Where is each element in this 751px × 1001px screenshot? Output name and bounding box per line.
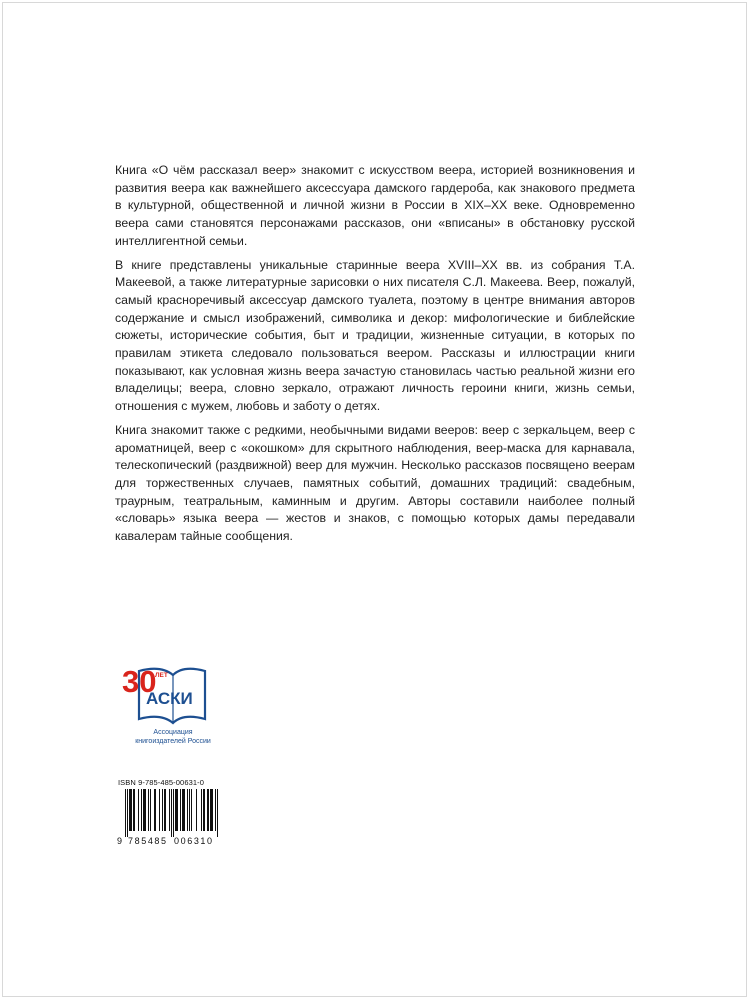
barcode-bar bbox=[212, 789, 213, 831]
barcode-bar bbox=[144, 789, 145, 831]
annotation-paragraph-2: В книге представлены уникальные старинные веера XVIII–XX вв. из собрания Т.А. Макеевой, а также литературные зарисовки о них писателя С.Л. Макеева. Веер, пожалуй, самый красноречивый аксессуар дамского туалета, поэтому в центре внимания авторов содержание и смысл изображений, символика и декор: мифологические и библейские сюжеты, исторические события, быт и традиции, жизненные ситуации, в которых по правилам этикета следовало пользоваться веером. Рассказы и иллюстрации книги показывают, как условная жизнь веера зачастую становилась частью реальной жизни его владелицы; веера, словно зеркало, отражают личность героини книги, жизнь семьи, отношения с мужем, любовь и заботу о детях. bbox=[115, 257, 635, 414]
barcode-bar bbox=[159, 789, 160, 831]
barcode-digits bbox=[117, 836, 237, 848]
anniversary-number: 30 bbox=[122, 664, 157, 699]
aski-emblem-icon bbox=[117, 657, 217, 747]
barcode-bar bbox=[215, 789, 216, 831]
barcode-bar bbox=[131, 789, 132, 831]
barcode-bar bbox=[173, 789, 174, 837]
barcode-digit-first: 9 bbox=[117, 836, 123, 846]
barcode-digits-left: 785485 bbox=[128, 836, 168, 846]
barcode-digits-right: 006310 bbox=[174, 836, 214, 846]
barcode-bar bbox=[184, 789, 185, 831]
book-annotation bbox=[115, 162, 635, 546]
barcode-bar bbox=[145, 789, 146, 831]
barcode-bar bbox=[155, 789, 156, 831]
isbn-label: ISBN 9-785-485-00631-0 bbox=[118, 778, 205, 787]
barcode-bar bbox=[148, 789, 149, 831]
barcode-bar bbox=[169, 789, 170, 831]
barcode-bar bbox=[203, 789, 204, 831]
barcode-bar bbox=[201, 789, 202, 831]
logo-acronym: АСКИ bbox=[146, 689, 193, 708]
barcode-bar bbox=[217, 789, 218, 837]
barcode-bar bbox=[180, 789, 181, 831]
barcode-bar bbox=[204, 789, 205, 831]
barcode-bar bbox=[138, 789, 139, 831]
isbn-block bbox=[117, 778, 237, 848]
barcode-bar bbox=[183, 789, 184, 831]
barcode-bar bbox=[164, 789, 165, 831]
barcode-bar bbox=[127, 789, 128, 837]
barcode-bar bbox=[133, 789, 134, 831]
barcode-bar bbox=[175, 789, 176, 831]
barcode-bar bbox=[207, 789, 208, 831]
barcode-bar bbox=[143, 789, 144, 831]
barcode-bar bbox=[129, 789, 130, 831]
barcode-bar bbox=[141, 789, 142, 831]
annotation-paragraph-3: Книга знакомит также с редкими, необычными видами вееров: веер с зеркальцем, веер с ароматницей, веер с «окошком» для скрытного наблюдения, веер-маска для карнавала, телескопический (раздвижной) веер для мужчин. Несколько рассказов посвящено веерам для торжественных случаев, памятных событий, домашних традиций: свадебным, траурным, театральным, каминным и другим. Авторы составили наиболее полный «словарь» языка веера — жестов и знаков, с помощью которых дамы передавали кавалерам тайные сообщения. bbox=[115, 422, 635, 544]
barcode-bar bbox=[165, 789, 166, 831]
barcode-bar bbox=[150, 789, 151, 831]
barcode-bar bbox=[189, 789, 190, 831]
barcode-bar bbox=[208, 789, 209, 831]
barcode-bar bbox=[187, 789, 188, 831]
aski-logo bbox=[117, 657, 217, 747]
barcode-bar bbox=[125, 789, 126, 837]
barcode-bar bbox=[191, 789, 192, 831]
barcode-bar bbox=[162, 789, 163, 831]
barcode-bar bbox=[176, 789, 177, 831]
logo-caption-line2: книгоиздателей России bbox=[135, 738, 211, 745]
barcode-bar bbox=[211, 789, 212, 831]
logo-caption-line1: Ассоциация bbox=[153, 729, 193, 736]
barcode-bar bbox=[177, 789, 178, 831]
barcode-bar bbox=[196, 789, 197, 831]
barcode-bar bbox=[182, 789, 183, 831]
ean13-barcode bbox=[117, 789, 219, 837]
barcode-bar bbox=[210, 789, 211, 831]
barcode-bar bbox=[154, 789, 155, 831]
barcode-bar bbox=[130, 789, 131, 831]
barcode-bar bbox=[134, 789, 135, 831]
annotation-paragraph-1: Книга «О чём рассказал веер» знакомит с искусством веера, историей возникновения и развития веера как важнейшего аксессуара дамского гардероба, как знакового предмета в культурной, общественной и личной жизни в России в XIX–XX веке. Одновременно веера сами становятся персонажами рассказов, они «вписаны» в обстановку русской интеллигентной семьи. bbox=[115, 163, 635, 248]
anniversary-word: ЛЕТ bbox=[155, 672, 168, 679]
barcode-bar bbox=[171, 789, 172, 837]
